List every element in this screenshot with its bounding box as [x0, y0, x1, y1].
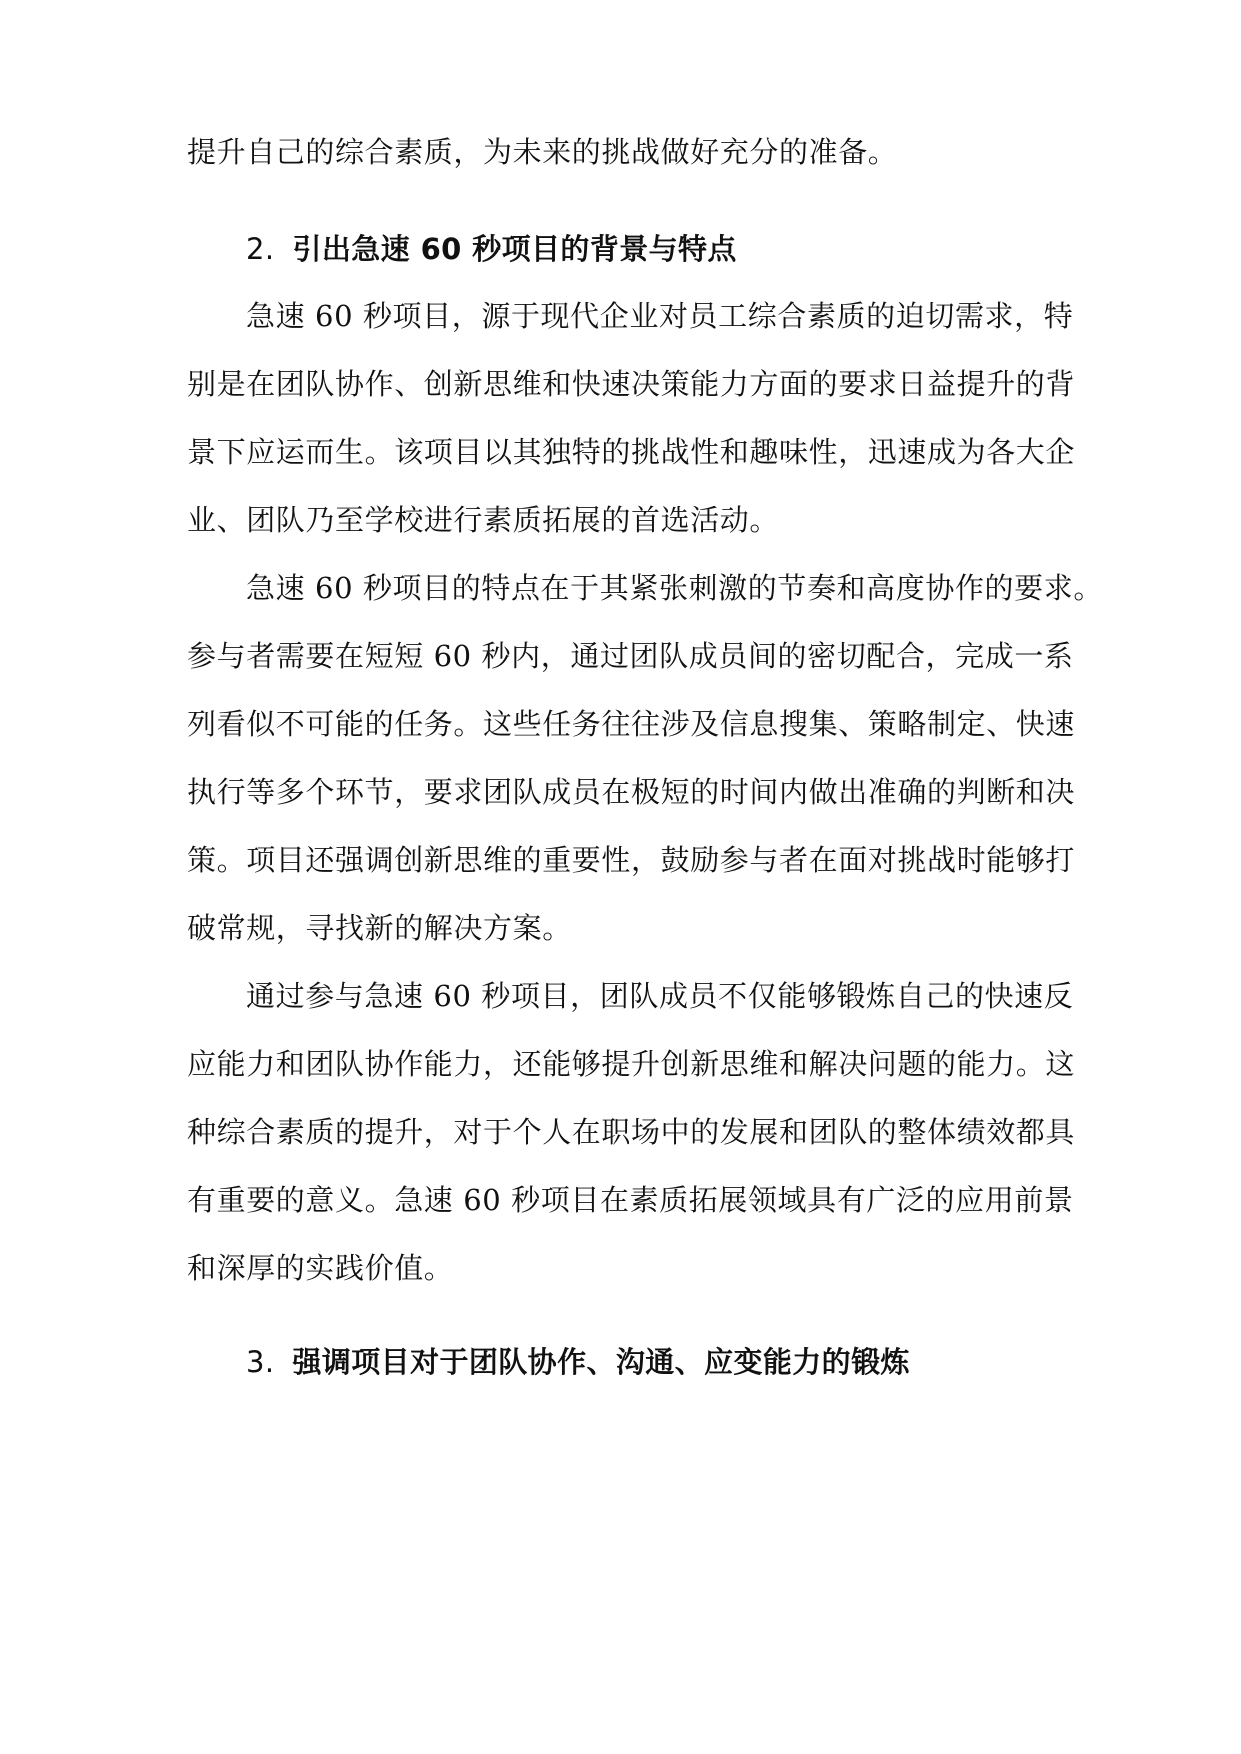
body-line: 执行等多个环节，要求团队成员在极短的时间内做出准确的判断和决 — [187, 775, 1076, 809]
body-line: 种综合素质的提升，对于个人在职场中的发展和团队的整体绩效都具 — [187, 1115, 1076, 1149]
body-line: 提升自己的综合素质，为未来的挑战做好充分的准备。 — [187, 135, 898, 169]
body-line: 景下应运而生。该项目以其独特的挑战性和趣味性，迅速成为各大企 — [187, 435, 1076, 469]
body-line: 通过参与急速 60 秒项目，团队成员不仅能够锻炼自己的快速反 — [246, 979, 1074, 1013]
section-heading-3 — [246, 1342, 1067, 1382]
heading-number: 2. — [246, 232, 275, 266]
body-line: 业、团队乃至学校进行素质拓展的首选活动。 — [187, 503, 780, 537]
body-line: 列看似不可能的任务。这些任务往往涉及信息搜集、策略制定、快速 — [187, 707, 1076, 741]
section-heading-2 — [246, 229, 1067, 269]
body-line: 破常规，寻找新的解决方案。 — [187, 911, 572, 945]
body-line: 急速 60 秒项目的特点在于其紧张刺激的节奏和高度协作的要求。 — [246, 571, 1103, 605]
body-line: 参与者需要在短短 60 秒内，通过团队成员间的密切配合，完成一系 — [187, 639, 1074, 673]
body-line: 应能力和团队协作能力，还能够提升创新思维和解决问题的能力。这 — [187, 1047, 1076, 1081]
body-line: 和深厚的实践价值。 — [187, 1251, 454, 1285]
heading-number: 3. — [246, 1345, 275, 1379]
body-line: 别是在团队协作、创新思维和快速决策能力方面的要求日益提升的背 — [187, 367, 1076, 401]
body-line: 策。项目还强调创新思维的重要性，鼓励参与者在面对挑战时能够打 — [187, 843, 1076, 877]
body-line: 急速 60 秒项目，源于现代企业对员工综合素质的迫切需求，特 — [246, 299, 1074, 333]
heading-title: 强调项目对于团队协作、沟通、应变能力的锻炼 — [292, 1345, 910, 1379]
heading-title: 引出急速 60 秒项目的背景与特点 — [292, 232, 737, 266]
body-line: 有重要的意义。急速 60 秒项目在素质拓展领域具有广泛的应用前景 — [187, 1183, 1074, 1217]
